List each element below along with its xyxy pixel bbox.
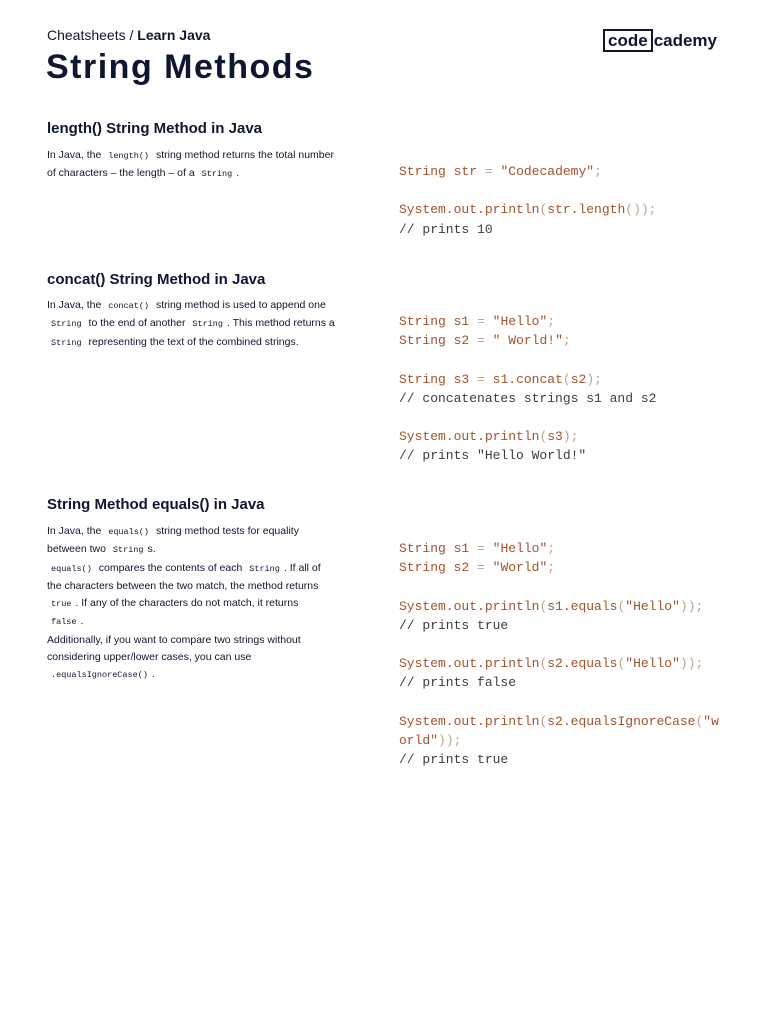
codecademy-logo[interactable] [603, 29, 717, 52]
breadcrumb-parent-link[interactable]: Cheatsheets [47, 27, 126, 43]
section-description-length: In Java, the length() string method returns the total number of characters – the length – of a String . [47, 149, 334, 180]
code-block-equals: String s1 = "Hello"; String s2 = "World"; System.out.println(s1.equals("Hello")); // prints true System.out.println(s2.equals("Hello")); // prints false System.out.println(s2.equalsIgnoreCase("w orld")); // prints true [399, 541, 719, 768]
inline-code: String [249, 563, 280, 574]
inline-code: String [112, 545, 144, 556]
code-block-concat: String s1 = "Hello"; String s2 = " World!"; String s3 = s1.concat(s2); // concatenates strings s1 and s2 System.out.println(s3); // prints "Hello World!" [399, 314, 657, 464]
inline-code: false [51, 617, 77, 628]
section-description-concat: In Java, the concat() string method is used to append one String to the end of another String . This method returns a String representing the text of the combined strings. [47, 299, 335, 348]
breadcrumb [47, 27, 210, 43]
breadcrumb-separator: / [125, 27, 138, 43]
section-heading-length: length() String Method in Java [47, 120, 263, 137]
inline-code: String [201, 169, 233, 180]
inline-code: equals() [51, 563, 92, 574]
logo-boxed-text: code [603, 29, 653, 52]
code-block-length: String str = "Codecademy"; System.out.println(str.length()); // prints 10 [399, 164, 657, 237]
inline-code: .equalsIgnoreCase() [51, 670, 148, 681]
logo-rest-text: cademy [653, 31, 718, 50]
section-heading-concat: concat() String Method in Java [47, 271, 266, 288]
inline-code: String [51, 319, 82, 330]
inline-code: equals() [108, 527, 150, 537]
section-heading-equals: String Method equals() in Java [47, 496, 265, 513]
page-title: String Methods [46, 48, 315, 86]
inline-code: concat() [108, 301, 150, 311]
section-description-equals: In Java, the equals() string method tests for equality between two String s. equals() compares the contents of each String . If all of the characters between the two match, the method returns true . If any of the characters do not match, it returns false . Additionally, if you want to compare two strings without considering upper/lower cases, you can use .equalsIgnoreCase() . [47, 525, 321, 681]
inline-code: length() [108, 151, 150, 161]
inline-code: String [192, 319, 223, 330]
breadcrumb-current[interactable]: Learn Java [137, 27, 211, 43]
inline-code: String [51, 337, 82, 348]
inline-code: true [51, 599, 72, 610]
